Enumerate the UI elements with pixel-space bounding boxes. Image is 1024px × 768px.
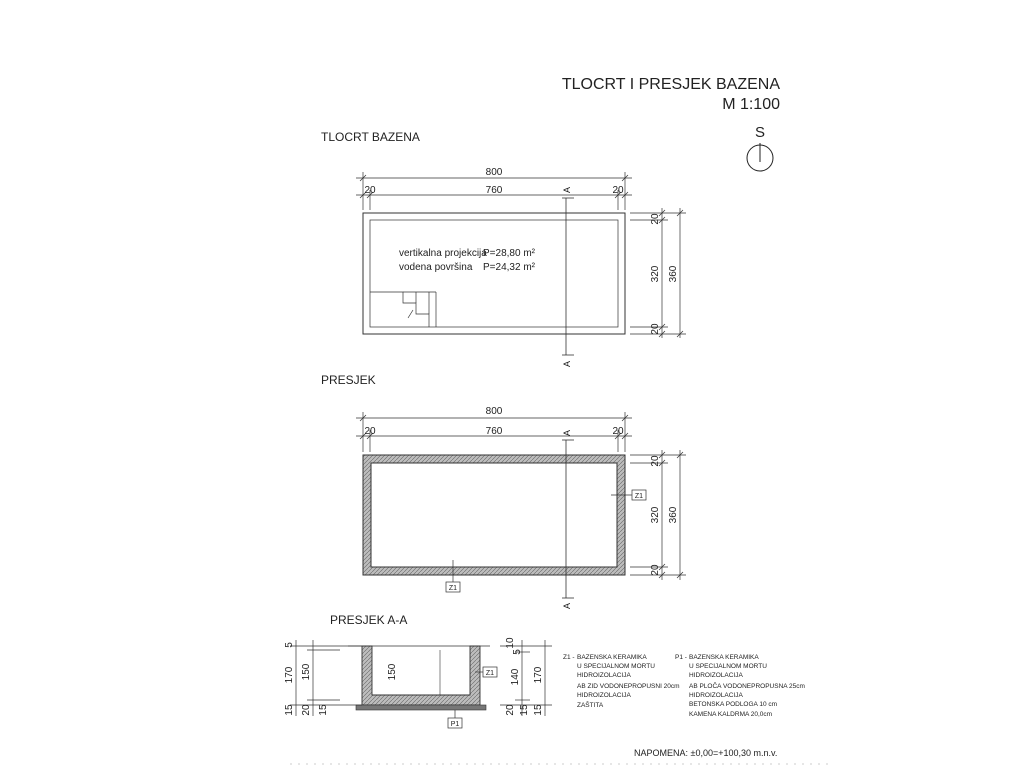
plan-pool-outline <box>363 213 625 334</box>
plan-cut-line <box>562 198 574 355</box>
legend-p1-line-2: U SPECIJALNOM MORTU <box>689 663 767 670</box>
plan-label: TLOCRT BAZENA <box>321 130 420 144</box>
legend-p1 <box>675 654 805 718</box>
legend-p1-line-6: BETONSKA PODLOGA 10 cm <box>689 701 778 708</box>
section-aa-left-dim-3: 170 <box>284 666 295 684</box>
plan-area-label-1: vertikalna projekcija <box>399 248 487 259</box>
section-aa-left-dim-6: 15 <box>318 704 329 716</box>
section-aa-right-dim-3: 140 <box>510 668 521 686</box>
section-aa-label: PRESJEK A-A <box>330 613 408 627</box>
legend-p1-line-7: KAMENA KALDRMA 20,0cm <box>689 711 773 718</box>
legend-z1-line-1: BAZENSKA KERAMIKA <box>577 654 647 661</box>
section-aa-left-dim-2: 150 <box>301 663 312 681</box>
section-label: PRESJEK <box>321 373 376 387</box>
plan-cut-mark-top: A <box>562 186 572 194</box>
section-dim-v-top: 20 <box>650 455 661 467</box>
section-dim-v-total: 360 <box>668 506 679 524</box>
section-aa-tag-floor <box>448 710 462 728</box>
section-dim-left: 20 <box>364 426 376 437</box>
plan-area-value-1: P=28,80 m² <box>483 248 535 259</box>
section-aa-left-dim-1: 5 <box>284 642 295 648</box>
section-tag-wall-text: Z1 <box>634 493 644 500</box>
legend-p1-line-1: BAZENSKA KERAMIKA <box>689 654 759 661</box>
footer-note: NAPOMENA: ±0,00=+100,30 m.n.v. <box>634 748 778 758</box>
section-aa-tag-wall-text: Z1 <box>485 670 495 677</box>
section-aa-left-dim-4: 15 <box>284 704 295 716</box>
plan-dim-right: 20 <box>612 185 624 196</box>
legend-z1-line-4: AB ZID VODONEPROPUSNI 20cm <box>577 683 680 690</box>
north-label: S <box>754 124 766 141</box>
legend-z1-line-5: HIDROIZOLACIJA <box>577 692 631 699</box>
section-aa-right-dim-2: 5 <box>512 649 523 655</box>
section-aa-inner-dim: 150 <box>387 663 398 681</box>
plan-dim-total: 800 <box>485 167 503 178</box>
section-tag-wall <box>611 490 646 500</box>
section-dim-total: 800 <box>485 406 503 417</box>
plan-dim-v-bottom: 20 <box>650 323 661 335</box>
section-tag-floor <box>446 560 460 592</box>
legend-p1-line-5: HIDROIZOLACIJA <box>689 692 743 699</box>
drawing-scale: M 1:100 <box>722 96 780 113</box>
section-aa-tag-floor-text: P1 <box>450 721 460 728</box>
plan-stairs <box>370 292 436 327</box>
section-cut-mark-top: A <box>562 429 572 437</box>
plan-area-value-2: P=24,32 m² <box>483 262 535 273</box>
legend-z1 <box>563 654 680 709</box>
legend-z1-line-2: U SPECIJALNOM MORTU <box>577 663 655 670</box>
section-pool-walls <box>363 455 625 575</box>
legend-p1-line-4: AB PLOČA VODONEPROPUSNA 25cm <box>689 683 805 690</box>
section-dim-right: 20 <box>612 426 624 437</box>
section-aa-right-dim-4: 170 <box>533 666 544 684</box>
legend-z1-line-6: ZAŠTITA <box>577 702 604 709</box>
legend-p1-code: P1 - <box>675 654 687 661</box>
section-aa-right-dim-7: 15 <box>533 704 544 716</box>
section-aa-right-dim-1: 10 <box>505 637 516 649</box>
plan-dim-left: 20 <box>364 185 376 196</box>
section-dim-inner: 760 <box>485 426 503 437</box>
legend-z1-line-3: HIDROIZOLACIJA <box>577 672 631 679</box>
plan-dim-v-inner: 320 <box>650 265 661 283</box>
section-aa-right-dim-6: 15 <box>519 704 530 716</box>
legend-p1-line-3: HIDROIZOLACIJA <box>689 672 743 679</box>
section-aa-drawing <box>348 646 490 710</box>
section-tag-floor-text: Z1 <box>448 585 458 592</box>
plan-dim-v-top: 20 <box>650 213 661 225</box>
drawing-title: TLOCRT I PRESJEK BAZENA <box>561 76 780 93</box>
plan-dim-inner: 760 <box>485 185 503 196</box>
section-aa-left-dim-5: 20 <box>301 704 312 716</box>
plan-cut-mark-bottom: A <box>562 360 572 368</box>
section-cut-mark-bottom: A <box>562 602 572 610</box>
north-arrow-icon <box>747 124 773 171</box>
section-dim-v-inner: 320 <box>650 506 661 524</box>
section-aa-right-dim-5: 20 <box>505 704 516 716</box>
section-dim-v-bottom: 20 <box>650 564 661 576</box>
plan-dim-v-total: 360 <box>668 265 679 283</box>
plan-area-label-2: vodena površina <box>399 262 473 273</box>
legend-z1-code: Z1 - <box>563 654 575 661</box>
